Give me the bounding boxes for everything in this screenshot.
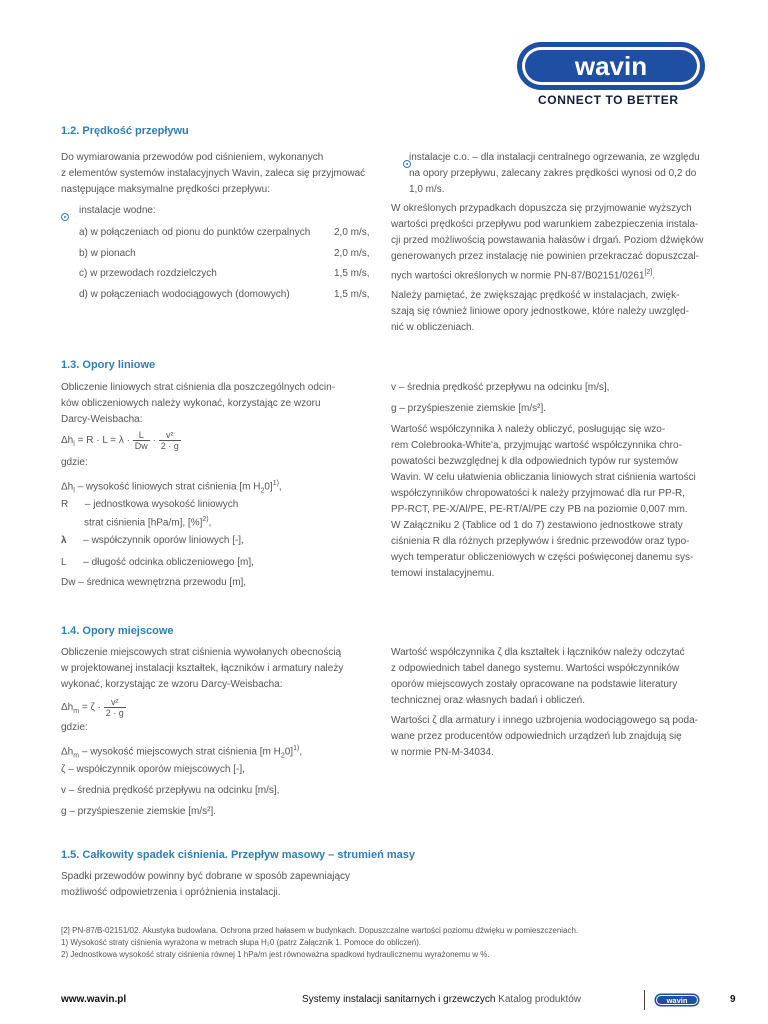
s15-text-2: możliwość odpowietrzenia i opróżnienia instalacji. (61, 887, 281, 898)
s13-right-p-2: rem Colebrooka-White'a, przyjmując wartość współczynnika chro- (391, 440, 682, 451)
footnote-3: 2) Jednostkowa wysokość straty ciśnienia równej 1 hPa/m jest równoważna spadkowi hydraulicznemu wyrażonemu w %. (61, 950, 490, 959)
s13-right-p-8: ciśnienia R dla różnych przepływów i średnic przewodów oraz typo- (391, 536, 690, 547)
item-label: b) w pionach (79, 248, 136, 259)
s12-right-bullet-3: 1,0 m/s. (409, 184, 445, 195)
s13-def-lambda: λ – współczynnik oporów liniowych [-], (61, 535, 244, 546)
s14-intro-1: Obliczenie miejscowych strat ciśnienia wywołanych obecnością (61, 647, 342, 658)
s13-where: gdzie: (61, 457, 88, 468)
s12-intro-3: następujące maksymalne prędkości przepływu: (61, 184, 270, 195)
s12-intro-2: z elementów systemów instalacyjnych Wavin, zaleca się przyjmować (61, 168, 366, 179)
s13-right-v: v – średnia prędkość przepływu na odcinku [m/s], (391, 382, 610, 393)
s13-right-g: g – przyśpieszenie ziemskie [m/s²]. (391, 403, 547, 414)
s13-intro-2: ków obliczeniowych należy wykonać, korzystając ze wzoru (61, 398, 321, 409)
s14-intro-3: wykonać, korzystając ze wzoru Darcy-Weisbacha: (61, 679, 283, 690)
s13-intro-3: Darcy-Weisbacha: (61, 414, 143, 425)
s14-intro-2: w projektowanej instalacji kształtek, łączników i armatury należy (61, 663, 344, 674)
s13-right-p-7: W Załączniku 2 (Tablice od 1 do 7) zestawiono jednostkowe straty (391, 520, 683, 531)
s12-bullet-water: instalacje wodne: (79, 205, 156, 216)
wavin-footer-logo (654, 993, 700, 1007)
s13-right-p-3: powatości bezwzględnej k dla odpowiednich typów rur systemów (391, 456, 678, 467)
s13-right-p-4: Wavin. W celu ułatwienia obliczania liniowych strat ciśnienia wartości (391, 472, 696, 483)
wavin-logo (515, 40, 707, 92)
s13-def-l: L – długość odcinka obliczeniowego [m], (61, 557, 254, 568)
s14-right-p2-2: wane przez producentów odpowiednich urządzeń lub znajdują się (391, 731, 682, 742)
footnote-1: 1) Wysokość straty ciśnienia wyrażona w metrach słupa H₂0 (patrz Załącznik 1. Pomoce do obliczeń). (61, 938, 422, 947)
heading-1-4: 1.4. Opory miejscowe (61, 625, 174, 637)
s14-where: gdzie: (61, 722, 88, 733)
item-value: 1,5 m/s, (334, 289, 370, 300)
s13-right-p-6: PP-RCT, PE-X/Al/PE, PE-RT/Al/PE czy PB na poziomie 0,007 mm. (391, 504, 688, 515)
s12-right-bullet-1: instalacje c.o. – dla instalacji centralnego ogrzewania, ze względu (409, 152, 700, 163)
s12-right-p2-1: Należy pamiętać, że zwiększając prędkość w instalacjach, zwięk- (391, 290, 680, 301)
s12-right-p1-2: wartości prędkości przepływu pod warunkiem zabezpieczenia instala- (391, 219, 699, 230)
heading-1-2: 1.2. Prędkość przepływu (61, 125, 189, 137)
item-value: 1,5 m/s, (334, 268, 370, 279)
s12-item-a (79, 227, 379, 238)
footnote-2: [2] PN-87/B-02151/02. Akustyka budowlana. Ochrona przed hałasem w budynkach. Dopuszczalne wartości poziomu dźwięku w pomieszczeniach. (61, 926, 579, 935)
logo-wordmark: wavin (574, 51, 648, 81)
footer-title: Systemy instalacji sanitarnych i grzewczych Katalog produktów (302, 994, 582, 1005)
s12-right-p1-4: generowanych przez instalację nie powinien przekraczać dopuszczal- (391, 251, 699, 262)
s14-right-p1-4: technicznej oraz własnych badań i obliczeń. (391, 695, 585, 706)
s15-text-1: Spadki przewodów powinny być dobrane w sposób zapewniający (61, 871, 351, 882)
bullet-icon (61, 213, 69, 221)
item-label: c) w przewodach rozdzielczych (79, 268, 217, 279)
s13-right-p-9: wych temperatur obliczeniowych w części poświęconej danemu sys- (391, 552, 694, 563)
s13-right-p-5: współczynników chropowatości k należy przyjmować dla rur PP-R, (391, 488, 685, 499)
s14-def-v: v – średnia prędkość przepływu na odcinku [m/s], (61, 785, 280, 796)
s12-right-p2-2: szają się również liniowe opory jednostkowe, które należy uwzględ- (391, 306, 689, 317)
footer-divider (644, 990, 645, 1010)
formula-local: $\Delta h_m = \zeta$ · $\frac{\text{v²}}{2 \cdot g}$ (61, 697, 124, 718)
page-number: 9 (730, 994, 736, 1005)
s14-right-p1-3: oporów miejscowych zostały opracowane na podstawie literatury (391, 679, 678, 690)
s12-right-bullet-2: na opory przepływu, zalecany zakres prędkości wynosi od 0,2 do (409, 168, 697, 179)
s13-intro-1: Obliczenie liniowych strat ciśnienia dla poszczególnych odcin- (61, 382, 336, 393)
s14-def-g: g – przyśpieszenie ziemskie [m/s²]. (61, 806, 217, 817)
s12-right-p1-5: nych wartości określonych w normie PN-87/B02151/0261[2]. (391, 269, 656, 282)
s13-def-r-cont: strat ciśnienia [hPa/m], [%]$^{2)}$, (84, 516, 212, 529)
s12-right-p2-3: nić w obliczeniach. (391, 322, 475, 333)
s12-right-p1-3: cji przed możliwością powstawania hałasów i drgań. Poziom dźwięków (391, 235, 704, 246)
s12-item-b (79, 248, 379, 259)
s13-right-p-10: temowi instalacyjnemu. (391, 568, 495, 579)
s12-intro-1: Do wymiarowania przewodów pod ciśnieniem, wykonanych (61, 152, 324, 163)
s14-def-dhm: $\Delta h_m$ – wysokość miejscowych strat ciśnienia [m $H_20]^{1)}$, (61, 745, 303, 760)
s13-def-r: R – jednostkowa wysokość liniowych (61, 499, 239, 510)
footer-url[interactable]: www.wavin.pl (61, 994, 127, 1005)
heading-1-5: 1.5. Całkowity spadek ciśnienia. Przepływ masowy – strumień masy (61, 849, 415, 861)
s13-def-dw: Dw – średnica wewnętrzna przewodu [m], (61, 577, 247, 588)
item-value: 2,0 m/s, (334, 248, 370, 259)
s13-def-dh: $\Delta h_l$ – wysokość liniowych strat ciśnienia [m $H_20]^{1)}$, (61, 480, 282, 495)
s14-right-p2-3: w normie PN-M-34034. (391, 747, 494, 758)
heading-1-3: 1.3. Opory liniowe (61, 359, 156, 371)
s12-item-c (79, 268, 379, 279)
s12-item-d (79, 289, 379, 300)
item-label: a) w połączeniach od pionu do punktów czerpalnych (79, 227, 311, 238)
s14-right-p1-2: z odpowiednich tabel danego systemu. Wartości współczynników (391, 663, 680, 674)
s13-right-p-1: Wartość współczynnika λ należy obliczyć, posługując się wzo- (391, 424, 666, 435)
brand-tagline: CONNECT TO BETTER (538, 93, 679, 107)
s12-right-p1-1: W określonych przypadkach dopuszcza się przyjmowanie wyższych (391, 203, 692, 214)
formula-linear: $\Delta h_l = R \cdot L = \lambda$ · $\frac{L}{Dw}$ · $\frac{\text{v²}}{2 \cdot g}$ (61, 430, 179, 451)
s14-right-p1-1: Wartość współczynnika ζ dla kształtek i łączników należy odczytać (391, 647, 685, 658)
s14-right-p2-1: Wartości ζ dla armatury i innego uzbrojenia wodociągowego są poda- (391, 715, 698, 726)
item-value: 2,0 m/s, (334, 227, 370, 238)
item-label: d) w połączeniach wodociągowych (domowych) (79, 289, 290, 300)
logo-wordmark: wavin (666, 996, 688, 1006)
s14-def-zeta: ζ – współczynnik oporów miejscowych [-], (61, 764, 245, 775)
